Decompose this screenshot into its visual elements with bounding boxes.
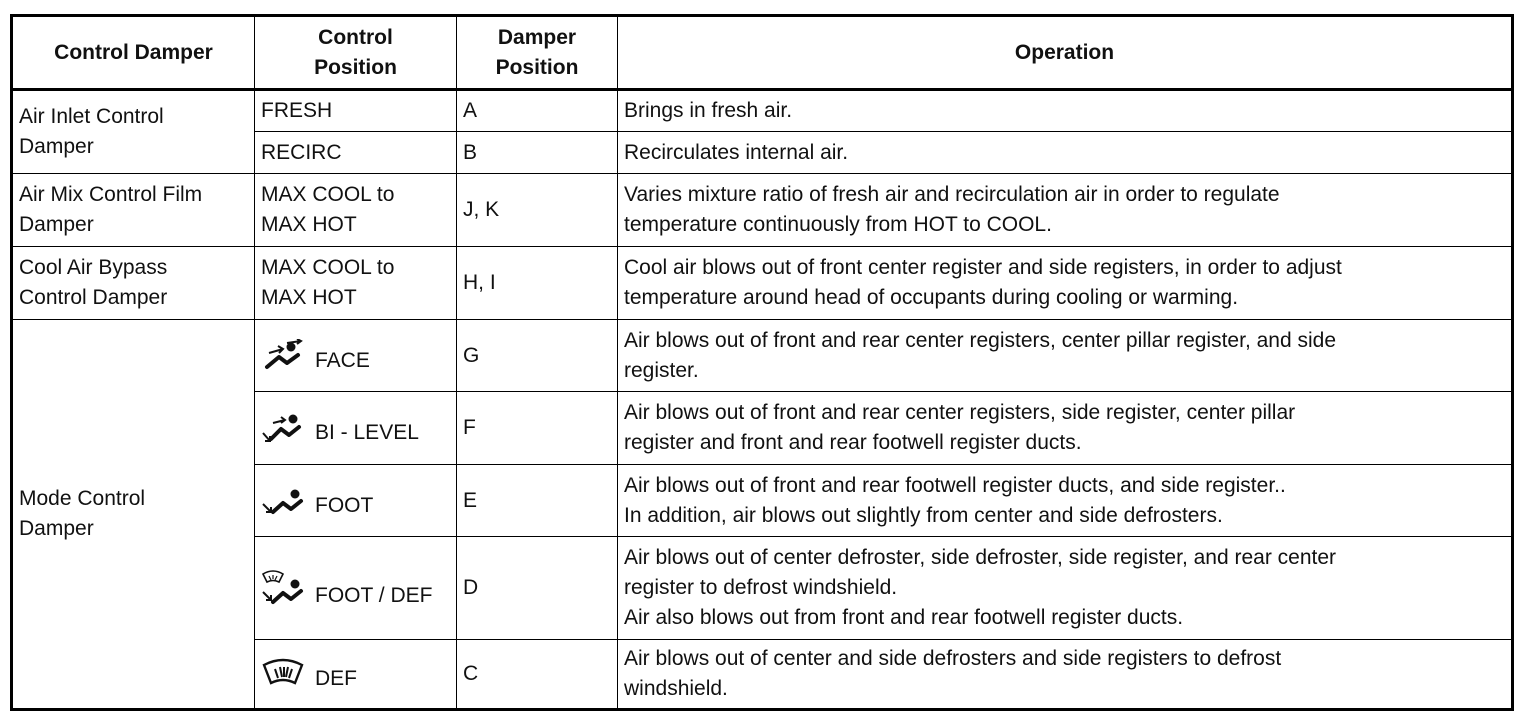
damper-cell: Air Inlet Control Damper [12, 90, 255, 174]
foot-def-mode-icon [261, 568, 307, 608]
operation-cell: Varies mixture ratio of fresh air and recirculation air in order to regulate temperature continuously from HOT to COOL. [618, 174, 1513, 247]
damper-table [10, 14, 1514, 711]
def-mode-icon [261, 657, 307, 691]
control-position-cell: MAX COOL to MAX HOT [255, 247, 457, 320]
operation-cell: Air blows out of front and rear footwell register ducts, and side register.. In addition, air blows out slightly from center and side defrosters. [618, 465, 1513, 537]
operation-cell: Recirculates internal air. [618, 132, 1513, 174]
operation-cell: Cool air blows out of front center register and side registers, in order to adjust temperature around head of occupants during cooling or warming. [618, 247, 1513, 320]
damper-position-cell: C [457, 640, 618, 710]
control-position-cell: FRESH [255, 90, 457, 132]
damper-position-cell: J, K [457, 174, 618, 247]
table-row [12, 90, 1513, 132]
face-mode-icon [261, 339, 307, 373]
table-row [12, 174, 1513, 247]
table-row [12, 320, 1513, 392]
operation-cell: Air blows out of center defroster, side defroster, side register, and rear center register to defrost windshield. Air also blows out from front and rear footwell register ducts. [618, 537, 1513, 640]
damper-position-cell: D [457, 537, 618, 640]
header-control-damper: Control Damper [12, 16, 255, 90]
damper-cell: Cool Air Bypass Control Damper [12, 247, 255, 320]
control-position-cell: DEF [255, 640, 457, 710]
header-damper-position: Damper Position [457, 16, 618, 90]
damper-position-cell: E [457, 465, 618, 537]
control-position-cell: RECIRC [255, 132, 457, 174]
damper-position-cell: F [457, 392, 618, 465]
header-operation: Operation [618, 16, 1513, 90]
control-position-cell: FOOT / DEF [255, 537, 457, 640]
damper-position-cell: A [457, 90, 618, 132]
operation-cell: Air blows out of front and rear center registers, center pillar register, and side register. [618, 320, 1513, 392]
damper-cell: Air Mix Control Film Damper [12, 174, 255, 247]
damper-position-cell: H, I [457, 247, 618, 320]
damper-position-cell: G [457, 320, 618, 392]
foot-mode-icon [261, 484, 307, 518]
control-position-cell: FOOT [255, 465, 457, 537]
control-position-cell: FACE [255, 320, 457, 392]
bi-level-mode-icon [261, 411, 307, 445]
table-row [12, 247, 1513, 320]
damper-cell: Mode Control Damper [12, 320, 255, 710]
control-position-cell: BI - LEVEL [255, 392, 457, 465]
operation-cell: Air blows out of center and side defrosters and side registers to defrost windshield. [618, 640, 1513, 710]
operation-cell: Brings in fresh air. [618, 90, 1513, 132]
header-control-position: Control Position [255, 16, 457, 90]
control-position-cell: MAX COOL to MAX HOT [255, 174, 457, 247]
operation-cell: Air blows out of front and rear center registers, side register, center pillar register and front and rear footwell register ducts. [618, 392, 1513, 465]
table-header-row [12, 16, 1513, 90]
damper-position-cell: B [457, 132, 618, 174]
